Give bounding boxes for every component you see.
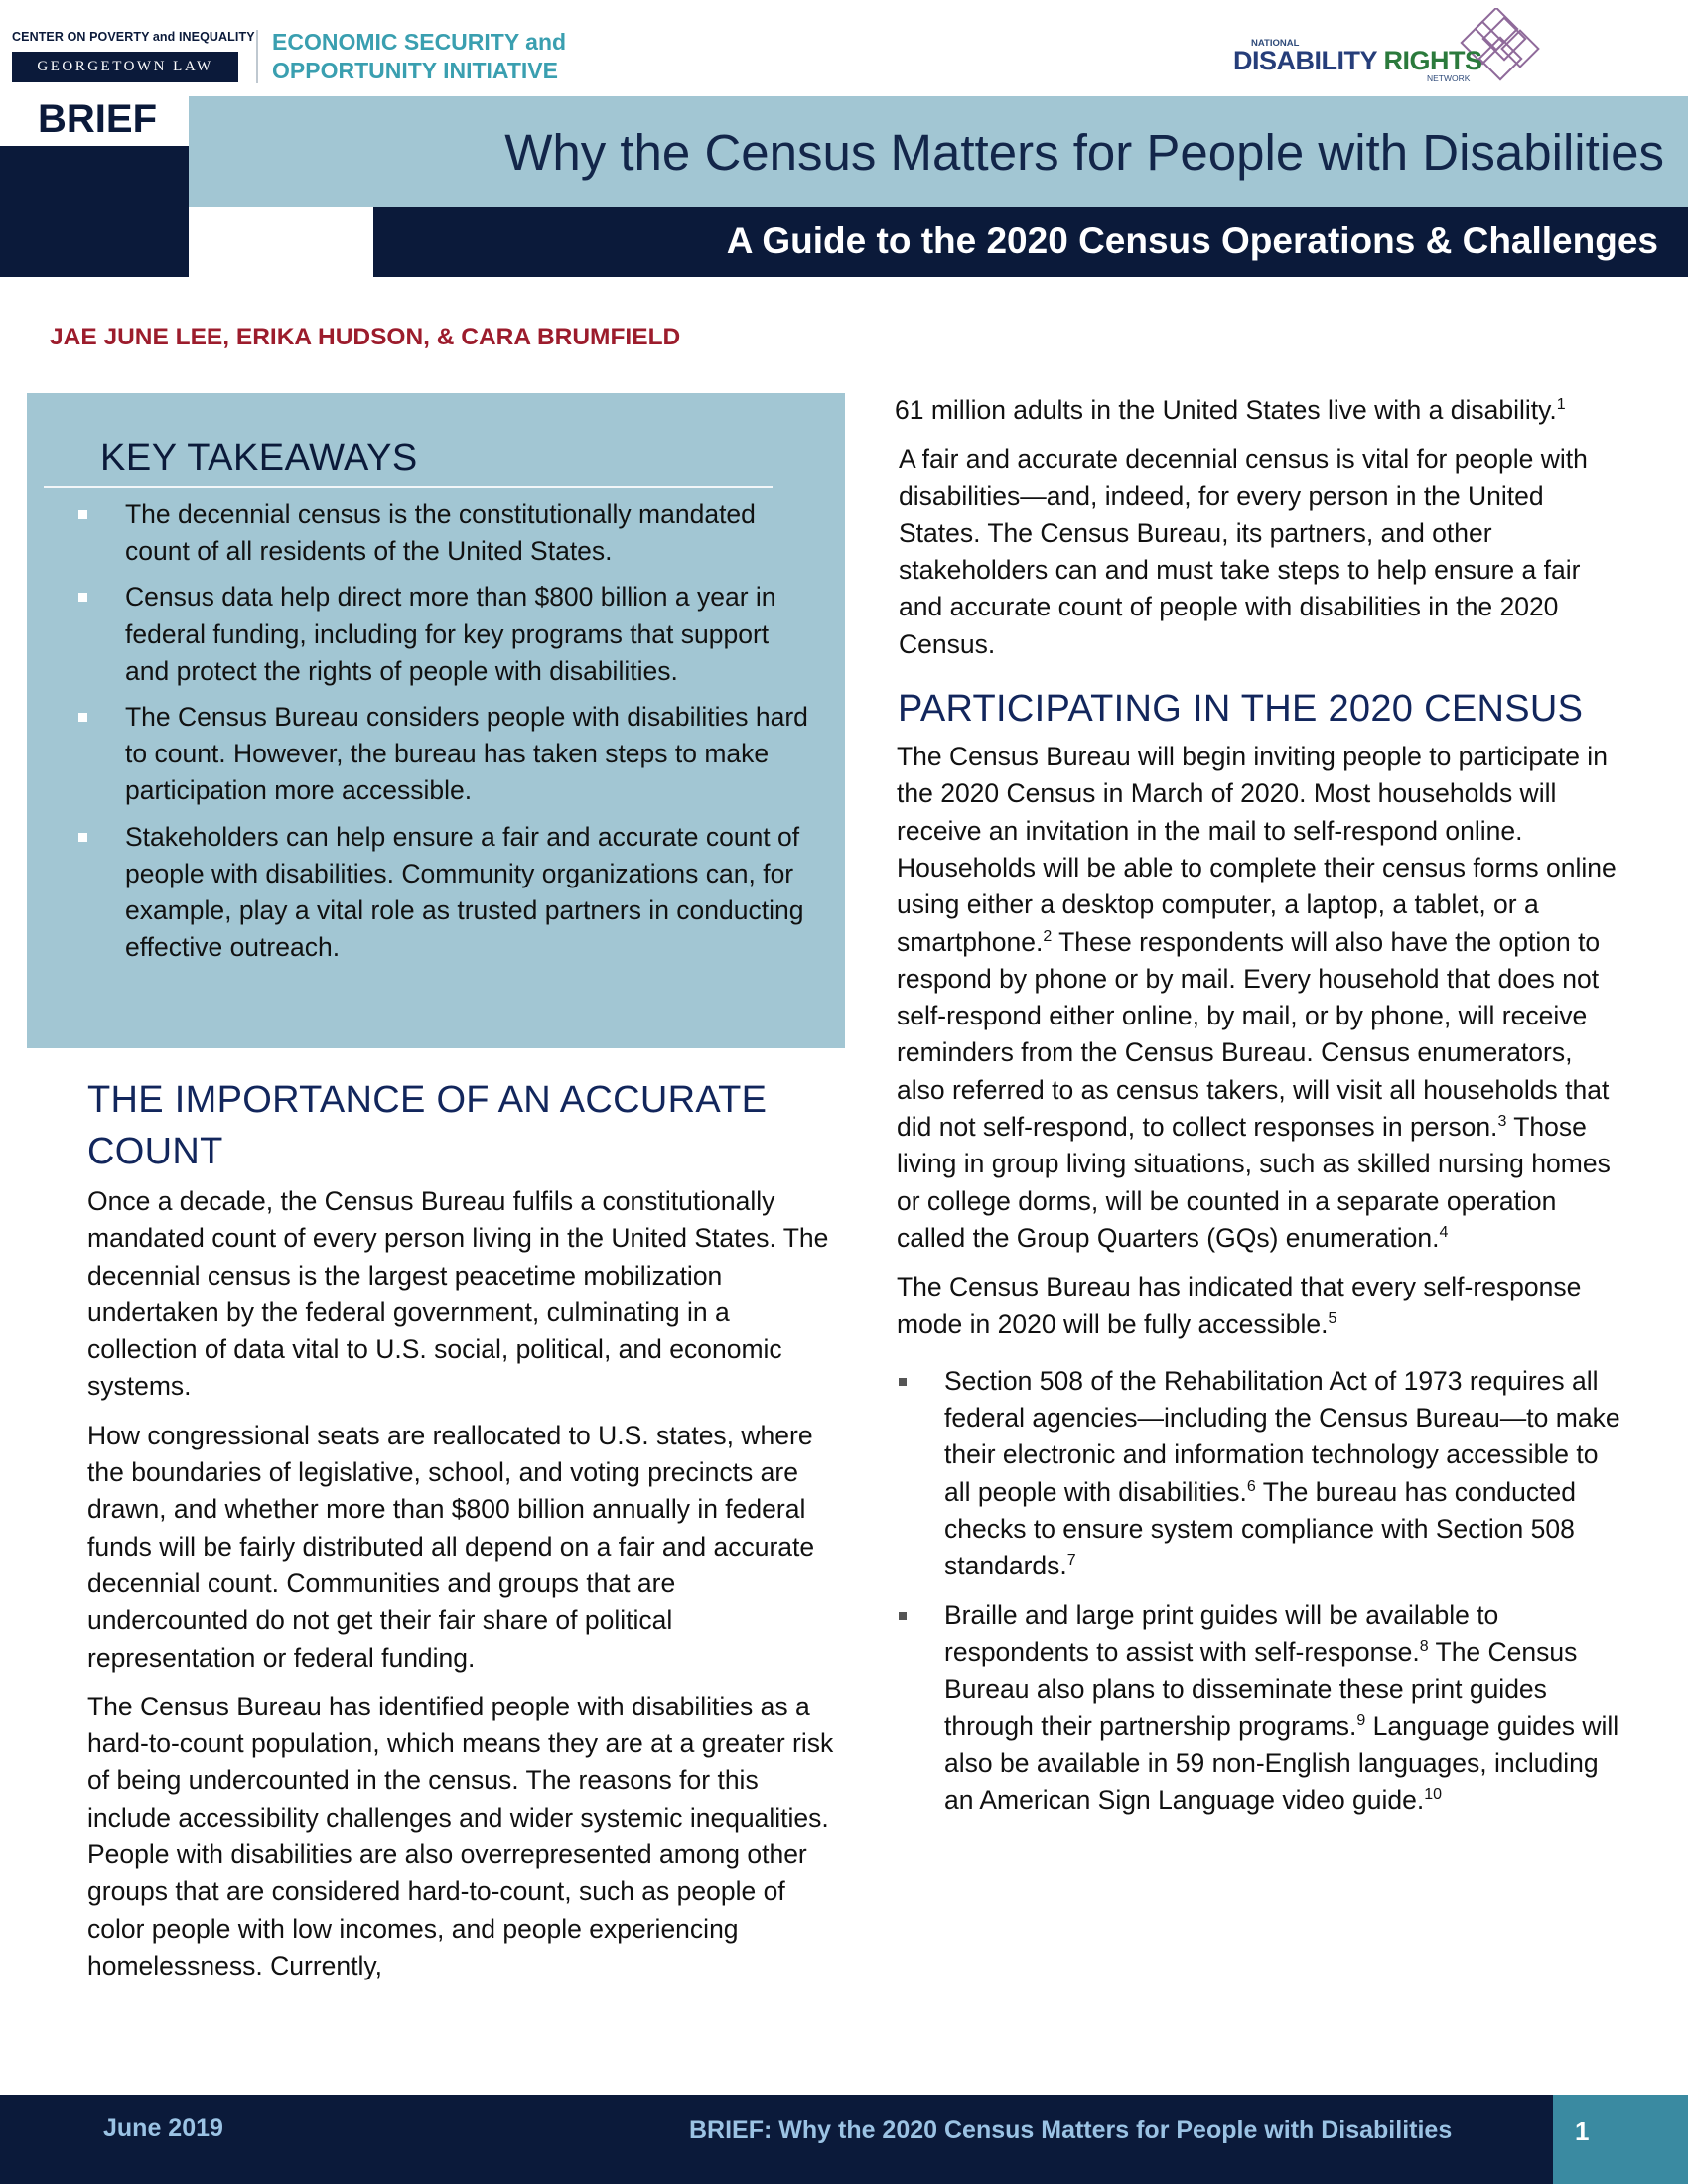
page-number: 1 — [1575, 2116, 1590, 2146]
importance-paragraph-1: Once a decade, the Census Bureau fulfils a constitutionally mandated count of every person living in the United States. The decennial census is the largest peacetime mobilization undertaken by the federal government, culminating in a collection of data vital to U.S. social, political, and economic systems. — [87, 1186, 829, 1402]
importance-heading: THE IMPORTANCE OF AN ACCURATE COUNT — [87, 1079, 768, 1172]
participation-paragraph — [895, 739, 1624, 1257]
bullet-text: The bureau has conducted checks to ensure system compliance with Section 508 standards. — [944, 1476, 1576, 1581]
takeaway-text: The decennial census is the constitutionally mandated count of all residents of the United States. — [125, 499, 756, 567]
fair-count-paragraph: A fair and accurate decennial census is vital for people with disabilities—and, indeed, for every person in the United States. The Census Bureau, its partners, and other stakeholders can and must take steps to help ensure a fair and accurate count of people with disabilities in the 2020 Census. — [899, 444, 1588, 659]
logo-divider — [256, 30, 258, 83]
left-column — [87, 1074, 842, 1996]
bullet-text: Braille and large print guides will be available to respondents to assist with self-response. — [944, 1599, 1499, 1667]
list-item — [75, 579, 810, 690]
esoi-line-2: OPPORTUNITY INITIATIVE — [272, 58, 558, 83]
ndrn-national-text: NATIONAL — [1251, 38, 1300, 49]
disability-count-paragraph — [895, 392, 1624, 429]
paragraph-text: Those living in group living situations, such as skilled nursing homes or college dorms, will be counted in a separate operation called the Group Quarters (GQs) enumeration. — [897, 1112, 1611, 1253]
bullet-icon — [78, 713, 87, 722]
footnote-ref: 1 — [1556, 396, 1566, 414]
list-item — [75, 819, 810, 967]
footnote-ref: 2 — [1043, 927, 1053, 945]
bullet-icon — [78, 593, 87, 602]
bullet-text: Language guides will also be available in 59 non-English languages, including an American Sign Language video guide. — [944, 1710, 1619, 1816]
center-on-poverty-logo-text: CENTER ON POVERTY and INEQUALITY — [12, 30, 255, 44]
document-subtitle: A Guide to the 2020 Census Operations & Challenges — [726, 220, 1658, 261]
economic-security-logo — [272, 28, 566, 85]
footnote-ref: 8 — [1419, 1638, 1429, 1656]
ndrn-disability: DISABILITY — [1233, 46, 1384, 75]
georgetown-law-logo: GEORGETOWN LAW — [12, 52, 238, 82]
accessibility-list — [895, 1363, 1624, 1820]
accessible-modes-paragraph — [895, 1269, 1624, 1343]
paragraph-text: 61 million adults in the United States live with a disability. — [895, 395, 1557, 425]
right-column — [895, 392, 1624, 1831]
paragraph-text: The Census Bureau has indicated that every self-response mode in 2020 will be fully accessible. — [897, 1272, 1582, 1339]
list-item — [895, 1597, 1624, 1820]
key-takeaways-rule — [44, 486, 773, 488]
paragraph-text: These respondents will also have the option to respond by phone or by mail. Every household that does not self-respond either online, by mail, or by phone, will receive reminders from the Census Bureau. Census enumerators, also referred to as census takers, will visit all households that did not self-respond, to collect responses in person. — [897, 926, 1610, 1143]
takeaway-text: Stakeholders can help ensure a fair and accurate count of people with disabilities. Community organizations can, for example, play a vital role as trusted partners in conducting effective outreach. — [125, 821, 804, 963]
page-number-box — [1553, 2095, 1688, 2184]
footer-title: BRIEF: Why the 2020 Census Matters for People with Disabilities — [689, 2116, 1453, 2144]
participating-heading: PARTICIPATING IN THE 2020 CENSUS — [898, 688, 1584, 731]
footer-date: June 2019 — [103, 2115, 223, 2142]
ndrn-name — [1233, 46, 1482, 76]
footnote-ref: 5 — [1328, 1309, 1337, 1327]
takeaway-text: The Census Bureau considers people with disabilities hard to count. However, the bureau has taken steps to make participation more accessible. — [125, 702, 808, 806]
document-title: Why the Census Matters for People with Disabilities — [504, 124, 1664, 181]
takeaway-text: Census data help direct more than $800 billion a year in federal funding, including for key programs that support and protect the rights of people with disabilities. — [125, 582, 776, 686]
paragraph-text: The Census Bureau will begin inviting people to participate in the 2020 Census in March of 2020. Most households will receive an invitation in the mail to self-respond online. Households will be able to complete their census forms online using either a desktop computer, a laptop, a tablet, or a smartphone. — [897, 742, 1617, 957]
footnote-ref: 6 — [1246, 1477, 1256, 1495]
bullet-icon — [78, 833, 87, 842]
list-item — [75, 496, 810, 570]
bullet-text: The Census Bureau also plans to disseminate these print guides through their partnership programs. — [944, 1636, 1578, 1741]
ndrn-rights: RIGHTS — [1383, 46, 1482, 75]
footnote-ref: 9 — [1356, 1711, 1366, 1729]
key-takeaways-title: KEY TAKEAWAYS — [100, 437, 418, 478]
importance-paragraph-2: How congressional seats are reallocated to U.S. states, where the boundaries of legislative, school, and voting precincts are drawn, and whether more than $800 billion annually in federal funds will be fairly distributed all depend on a fair and accurate decennial count. Communities and groups that are undercounted do not get their fair share of political representation or federal funding. — [87, 1420, 815, 1673]
brief-label: BRIEF — [38, 97, 157, 141]
esoi-line-1: ECONOMIC SECURITY and — [272, 29, 567, 55]
footnote-ref: 10 — [1424, 1786, 1443, 1804]
bullet-icon — [899, 1612, 907, 1620]
bullet-icon — [78, 510, 87, 519]
footnote-ref: 3 — [1497, 1113, 1507, 1131]
footnote-ref: 4 — [1439, 1224, 1449, 1242]
ndrn-network-text: NETWORK — [1427, 73, 1471, 83]
importance-paragraph-3: The Census Bureau has identified people with disabilities as a hard-to-count population, which means they are at a greater risk of being undercounted in the census. The reasons for this include accessibility challenges and wider systemic inequalities. People with disabilities are also overrepresented among other groups that are considered hard-to-count, such as people of color people with low incomes, and people experiencing homelessness. Currently, — [87, 1691, 834, 1980]
bullet-text: Section 508 of the Rehabilitation Act of 1973 requires all federal agencies—including the Census Bureau—to make their electronic and information technology accessible to all people with disabilities. — [944, 1365, 1620, 1507]
footnote-ref: 7 — [1066, 1552, 1076, 1570]
authors-line: JAE JUNE LEE, ERIKA HUDSON, & CARA BRUMFIELD — [50, 324, 681, 350]
bullet-icon — [899, 1378, 907, 1386]
list-item — [895, 1363, 1624, 1585]
list-item — [75, 699, 810, 810]
key-takeaways-list — [75, 496, 810, 975]
